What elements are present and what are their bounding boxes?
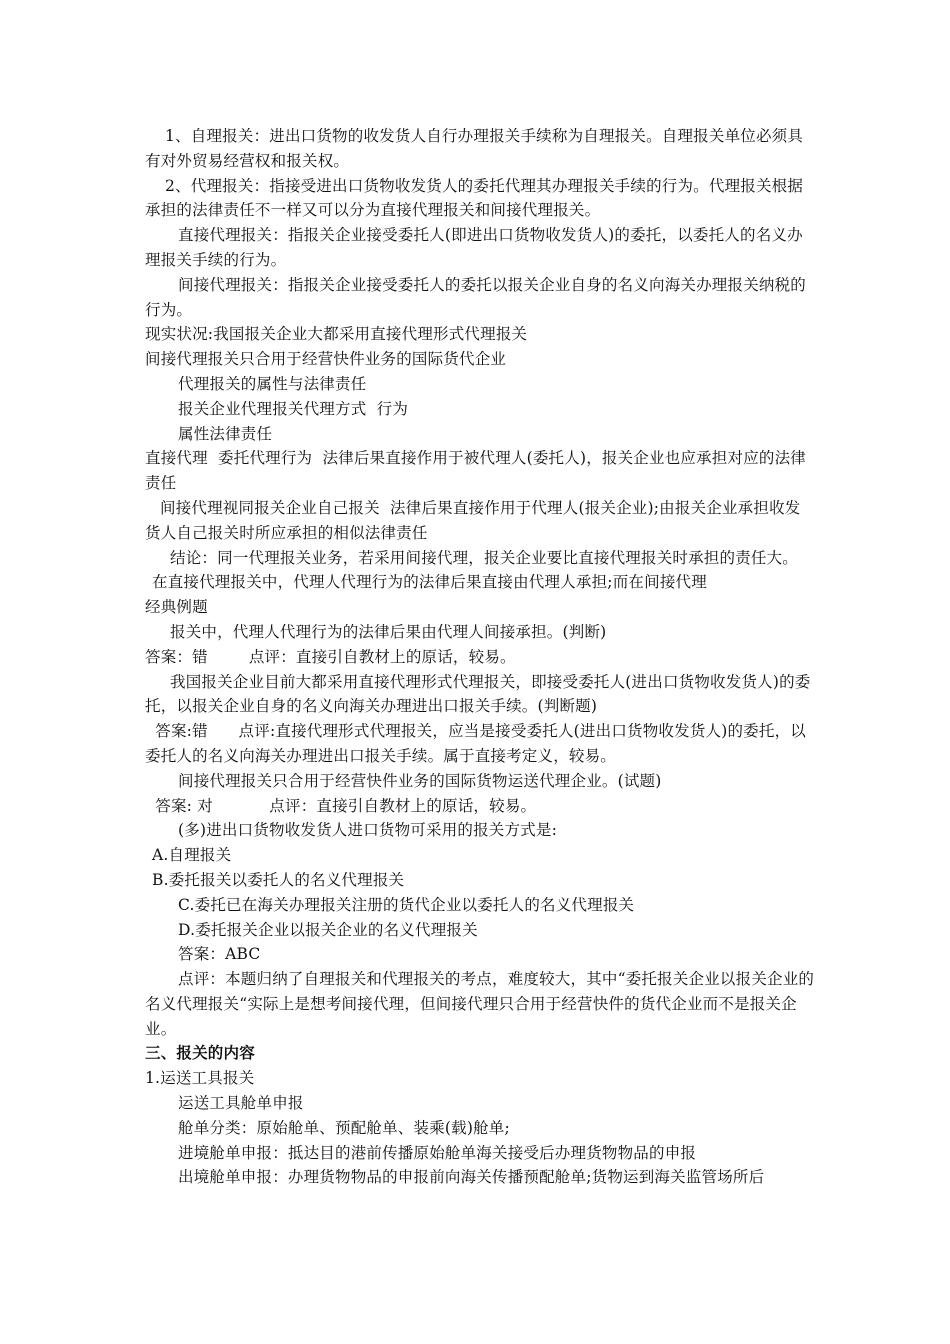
paragraph: 在直接代理报关中，代理人代理行为的法律后果直接由代理人承担;而在间接代理: [152, 573, 707, 592]
paragraph: C.委托已在海关办理报关注册的货代企业以委托人的名义代理报关: [178, 895, 635, 914]
paragraph: 运送工具舱单申报: [178, 1094, 304, 1113]
paragraph: 结论：同一代理报关业务，若采用间接代理，报关企业要比直接代理报关时承担的责任大。: [170, 548, 799, 567]
paragraph: 现实状况:我国报关企业大都采用直接代理形式代理报关: [145, 325, 528, 344]
paragraph: 经典例题: [145, 598, 208, 617]
paragraph: 出境舱单申报：办理货物物品的申报前向海关传播预配舱单;货物运到海关监管场所后: [178, 1168, 765, 1187]
document-body: [145, 124, 815, 1190]
paragraph: 间接代理报关：指报关企业接受委托人的委托以报关企业自身的名义向海关办理报关纳税的行为。: [145, 275, 807, 319]
paragraph: D.委托报关企业以报关企业的名义代理报关: [178, 920, 478, 939]
paragraph: A.自理报关: [152, 846, 232, 865]
paragraph: 报关企业代理报关代理方式 行为: [178, 399, 409, 418]
paragraph: 直接代理 委托代理行为 法律后果直接作用于被代理人(委托人)，报关企业也应承担对应的法律责任: [145, 449, 807, 493]
section-heading: 三、报关的内容: [145, 1043, 255, 1063]
paragraph: 属性法律责任: [178, 424, 273, 443]
paragraph: (多)进出口货物收发货人进口货物可采用的报关方式是:: [178, 821, 558, 840]
paragraph: B.委托报关以委托人的名义代理报关: [152, 870, 405, 889]
paragraph: 答案: 对 点评：直接引自教材上的原话，较易。: [145, 796, 537, 815]
paragraph: 间接代理视同报关企业自己报关 法律后果直接作用于代理人(报关企业);由报关企业承担收发货人自己报关时所应承担的相似法律责任: [145, 498, 801, 542]
paragraph: 1、自理报关：进出口货物的收发货人自行办理报关手续称为自理报关。自理报关单位必须具有对外贸易经营权和报关权。: [145, 127, 804, 170]
paragraph: 舱单分类：原始舱单、预配舱单、装乘(载)舱单;: [178, 1118, 510, 1137]
paragraph: 报关中，代理人代理行为的法律后果由代理人间接承担。(判断): [170, 622, 607, 641]
paragraph: 我国报关企业目前大都采用直接代理形式代理报关，即接受委托人(进出口货物收发货人)的委托，以报关企业自身的名义向海关办理进出口报关手续。(判断题): [145, 672, 811, 716]
paragraph: 间接代理报关只合用于经营快件业务的国际货代企业: [145, 350, 507, 369]
paragraph: 代理报关的属性与法律责任: [178, 374, 367, 393]
paragraph: 点评：本题归纳了自理报关和代理报关的考点，难度较大，其中“委托报关企业以报关企业的名义代理报关“实际上是想考间接代理，但间接代理只合用于经营快件的货代企业而不是报关企业。: [145, 970, 815, 1038]
paragraph: 直接代理报关：指报关企业接受委托人(即进出口货物收发货人)的委托，以委托人的名义办理报关手续的行为。: [145, 226, 803, 269]
paragraph: 间接代理报关只合用于经营快件业务的国际货物运送代理企业。(试题): [178, 771, 662, 790]
paragraph: 2、代理报关：指接受进出口货物收发货人的委托代理其办理报关手续的行为。代理报关根据承担的法律责任不一样又可以分为直接代理报关和间接代理报关。: [145, 176, 804, 220]
paragraph: 答案：错 点评：直接引自教材上的原话，较易。: [145, 647, 516, 666]
paragraph: 答案：ABC: [178, 945, 261, 964]
paragraph: 1.运送工具报关: [145, 1069, 255, 1088]
paragraph: 答案:错 点评:直接代理形式代理报关，应当是接受委托人(进出口货物收发货人)的委托，以委托人的名义向海关办理进出口报关手续。属于直接考定义，较易。: [145, 722, 806, 765]
paragraph: 进境舱单申报：抵达目的港前传播原始舱单海关接受后办理货物物品的申报: [178, 1143, 697, 1162]
